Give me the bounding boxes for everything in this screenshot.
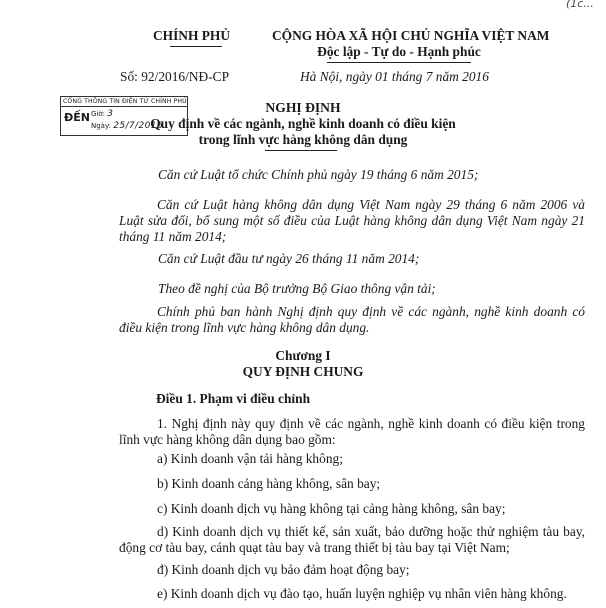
- doc-number: 92/2016/NĐ-CP: [141, 69, 230, 84]
- article-1-clause-1: 1. Nghị định này quy định về các ngành, nghề kinh doanh có điều kiện trong lĩnh vực hàng không dân dụng bao gồm:: [119, 416, 585, 447]
- agency-underline: [170, 46, 222, 47]
- article-1-item-d: d) Kinh doanh dịch vụ thiết kế, sản xuất, bảo dưỡng hoặc thử nghiệm tàu bay, động cơ tàu bay, cánh quạt tàu bay và trang thiết bị tàu bay tại Việt Nam;: [119, 524, 585, 555]
- preamble-p5: Chính phủ ban hành Nghị định quy định về các ngành, nghề kinh doanh có điều kiện trong lĩnh vực hàng không dân dụng.: [119, 304, 585, 335]
- stamp-ngay-value: 25/7/2016: [113, 121, 163, 131]
- chapter-name: QUY ĐỊNH CHUNG: [242, 364, 364, 379]
- doc-subject-line-1: Quy định về các ngành, nghề kinh doanh có điều kiện: [150, 116, 456, 131]
- article-1-item-dd: đ) Kinh doanh dịch vụ bảo đảm hoạt động bay;: [157, 562, 410, 577]
- doc-type-title: NGHỊ ĐỊNH: [265, 100, 341, 115]
- article-1-item-c: c) Kinh doanh dịch vụ hàng không tại cảng hàng không, sân bay;: [157, 501, 506, 516]
- chapter-number: Chương I: [275, 348, 331, 363]
- article-1-item-e: e) Kinh doanh dịch vụ đào tạo, huấn luyện nghiệp vụ nhân viên hàng không.: [157, 586, 567, 601]
- article-1-item-a: a) Kinh doanh vận tải hàng không;: [157, 451, 343, 466]
- doc-number-line: [120, 69, 229, 85]
- preamble-p2: Căn cứ Luật hàng không dân dụng Việt Nam ngày 29 tháng 6 năm 2006 và Luật sửa đổi, bổ sung một số điều của Luật hàng không dân dụng Việt Nam ngày 21 tháng 11 năm 2014;: [119, 197, 585, 244]
- stamp-den-label: ĐẾN: [64, 111, 90, 124]
- doc-number-label: Số:: [120, 69, 138, 84]
- country-name: CỘNG HÒA XÃ HỘI CHỦ NGHĨA VIỆT NAM: [272, 28, 550, 43]
- motto-underline: [327, 62, 471, 63]
- preamble-p3: Căn cứ Luật đầu tư ngày 26 tháng 11 năm 2014;: [158, 251, 420, 266]
- preamble-p1: Căn cứ Luật tổ chức Chính phủ ngày 19 tháng 6 năm 2015;: [158, 167, 479, 182]
- place-date: Hà Nội, ngày 01 tháng 7 năm 2016: [300, 69, 489, 84]
- stamp-ngay-label: Ngày:: [91, 122, 111, 130]
- article-1-item-b: b) Kinh doanh cảng hàng không, sân bay;: [157, 476, 381, 491]
- stamp-title: CỔNG THÔNG TIN ĐIỆN TỬ CHÍNH PHỦ: [63, 98, 187, 105]
- national-motto: Độc lập - Tự do - Hạnh phúc: [317, 44, 481, 59]
- corner-note: (1c...: [566, 0, 594, 10]
- doc-subject-line-2: trong lĩnh vực hàng không dân dụng: [198, 132, 408, 147]
- stamp-gio-value: 3: [107, 109, 113, 119]
- title-underline: [265, 150, 337, 151]
- stamp-gio-label: Giờ:: [91, 110, 106, 118]
- article-1-heading: Điều 1. Phạm vi điều chỉnh: [156, 391, 311, 406]
- agency-name: CHÍNH PHỦ: [153, 28, 230, 43]
- preamble-p4: Theo đề nghị của Bộ trưởng Bộ Giao thông vận tải;: [158, 281, 436, 296]
